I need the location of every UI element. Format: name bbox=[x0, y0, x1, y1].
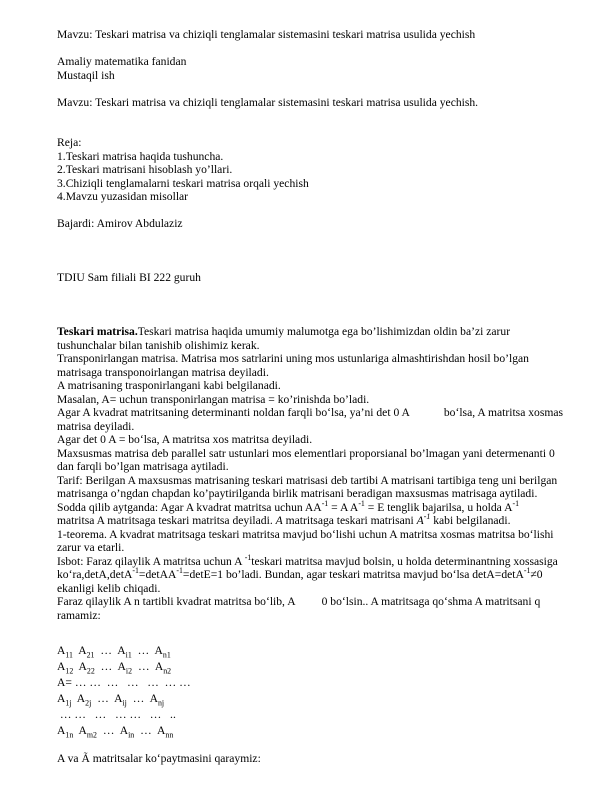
superscript-minus-one: -1 bbox=[358, 498, 365, 508]
spacer bbox=[57, 622, 568, 636]
affiliation-line: TDIU Sam filiali BI 222 guruh bbox=[57, 271, 201, 284]
matrix-cell bbox=[57, 724, 73, 737]
superscript-minus-one: -1 bbox=[512, 498, 520, 508]
matrix-cell-base: A bbox=[57, 723, 66, 737]
spacer bbox=[57, 739, 568, 753]
superscript-minus-one: -1 bbox=[244, 552, 252, 562]
matrix-cell-subscript: m2 bbox=[86, 729, 97, 739]
matrix-row bbox=[57, 675, 568, 691]
matrix-cell bbox=[155, 660, 171, 673]
spacer bbox=[57, 285, 568, 299]
matrix-cell bbox=[57, 660, 73, 673]
matrix-cell-ellipsis bbox=[103, 724, 115, 737]
body-p5a-after: bo‘lsa, A matritsa xosmas bbox=[443, 406, 564, 419]
matrix-cell bbox=[77, 692, 92, 705]
matrix-cell-ellipsis bbox=[97, 692, 109, 705]
matrix-cell-base: A bbox=[76, 691, 86, 705]
section-paragraph-1 bbox=[57, 325, 568, 339]
matrix-row bbox=[57, 723, 568, 739]
matrix-row bbox=[57, 659, 568, 675]
italic-matrix-A: A bbox=[275, 514, 283, 527]
matrix-cell-ellipsis bbox=[138, 660, 150, 673]
matrix-cell-ellipsis bbox=[133, 692, 145, 705]
matrix-cell-base: A bbox=[117, 643, 126, 657]
body-p5b: matrisa deyiladi. bbox=[57, 419, 135, 433]
matrix-cell-subscript: n1 bbox=[162, 649, 171, 659]
spacer bbox=[57, 123, 568, 137]
matrix-cell-subscript: 1j bbox=[65, 697, 72, 707]
body-p5a bbox=[57, 406, 568, 420]
body-p13 bbox=[57, 595, 568, 609]
plan-item-4: 4.Mavzu yuzasidan misollar bbox=[57, 190, 189, 203]
body-p5a-before: Agar A kvadrat matritsaning determinanti noldan farqli bo‘lsa, ya’ni det 0 A bbox=[57, 406, 410, 419]
matrix-cell-base: … bbox=[102, 723, 115, 737]
matrix-cell-subscript: ij bbox=[122, 697, 127, 707]
matrix-cell bbox=[57, 644, 73, 657]
matrix-row-prefix: A= bbox=[57, 675, 72, 689]
body-p12b-4: ≠0 bbox=[530, 568, 543, 581]
body-p10a: matritsa A matritsaga teskari matritsa deyiladi. bbox=[57, 514, 276, 527]
matrix-cell-base: A bbox=[154, 643, 163, 657]
matrix-cell-base: … bbox=[140, 723, 152, 737]
matrix-cell-subscript: nn bbox=[165, 729, 174, 739]
body-p7b: dan farqli bo’lgan matrisaga aytiladi. bbox=[57, 460, 229, 473]
matrix-cell-base: A bbox=[117, 659, 126, 673]
italic-matrix-A-inverse: A bbox=[416, 514, 424, 527]
body-p12b-2: =detAA bbox=[138, 568, 177, 581]
matrix-cell-base: … bbox=[137, 643, 150, 657]
matrix-cell bbox=[118, 660, 133, 673]
plan-item-1: 1.Teskari matrisa haqida tushuncha. bbox=[57, 149, 224, 163]
body-p12a-2: teskari matritsa mavjud bolsin, u holda determinantning xossasiga bbox=[251, 554, 558, 568]
body-p8b: matrisanga o’ngdan chapdan ko’paytirilganda birlik matrisani beradigan maxsusmas matrisaga aytiladi. bbox=[57, 487, 538, 500]
spacer bbox=[57, 312, 568, 326]
matrix-cell-base: A bbox=[114, 691, 123, 705]
matrix-cell bbox=[155, 644, 171, 657]
matrix-row bbox=[57, 691, 568, 707]
plan-item-3: 3.Chiziqli tenglamalarni teskari matrisa orqali yechish bbox=[57, 176, 309, 190]
spacer bbox=[57, 244, 568, 258]
matrix-row bbox=[57, 707, 568, 723]
matrix-cell bbox=[79, 660, 95, 673]
matrix-cell-base: A bbox=[57, 659, 66, 673]
matrix-cell-subscript: 2j bbox=[85, 697, 92, 707]
body-p11b: zarur va etarli. bbox=[57, 541, 125, 554]
body-p1a: Teskari matrisa haqida umumiy malumotga ega bo’lishimizdan oldin ba’zi zarur bbox=[137, 325, 511, 338]
matrix-cell bbox=[120, 724, 135, 737]
body-p2a: Transponirlangan matrisa. Matrisa mos satrlarini uning mos ustunlariga almashtirishdan hosil bo’lgan bbox=[57, 352, 529, 365]
body-p9-mid1: = A A bbox=[328, 500, 359, 514]
matrix-cell-ellipsis bbox=[100, 644, 112, 657]
matrix-cell-base: A bbox=[78, 723, 87, 737]
spacer bbox=[57, 231, 568, 245]
spacer bbox=[57, 204, 568, 218]
matrix-cell bbox=[114, 692, 127, 705]
matrix-cell-base: A bbox=[119, 723, 129, 737]
section-heading-bold: Teskari matrisa. bbox=[57, 325, 138, 338]
work-type-line: Mustaqil ish bbox=[57, 68, 115, 82]
matrix-cell-subscript: 21 bbox=[86, 649, 95, 659]
matrix-cell-subscript: i2 bbox=[125, 665, 133, 675]
matrix-cell-base: A bbox=[154, 659, 164, 673]
body-p10b: matritsaga teskari matrisani bbox=[282, 514, 417, 527]
spacer bbox=[57, 42, 568, 56]
body-p4: Masalan, A= uchun transponirlangan matrisa = ko’rinishda bo’ladi. bbox=[57, 392, 370, 406]
matrix-cell-base: A bbox=[149, 691, 158, 705]
matrix-cell bbox=[157, 724, 173, 737]
matrix-cell-ellipsis bbox=[101, 660, 113, 673]
spacer bbox=[57, 636, 568, 643]
body-p13b: ramamiz: bbox=[57, 608, 101, 622]
matrix-cell-base: … bbox=[97, 691, 109, 705]
matrix-cell-base: … bbox=[132, 691, 145, 705]
body-p9 bbox=[57, 498, 568, 515]
body-p6: Agar det 0 A = bo‘lsa, A matritsa xos matritsa deyiladi. bbox=[57, 433, 313, 446]
matrix-ellipsis: … … … … … … .. bbox=[57, 707, 176, 721]
spacer bbox=[57, 82, 568, 96]
superscript-minus-one: -1 bbox=[321, 498, 329, 508]
matrix-cell-base: … bbox=[137, 659, 150, 673]
title-line: Mavzu: Teskari matrisa va chiziqli tenglamalar sistemasini teskari matrisa usulida yechish bbox=[57, 28, 476, 41]
plan-heading: Reja: bbox=[57, 136, 82, 149]
superscript-minus-one: -1 bbox=[423, 512, 431, 522]
matrix-block bbox=[57, 643, 568, 739]
matrix-cell-subscript: n2 bbox=[163, 665, 172, 675]
body-p10 bbox=[57, 514, 568, 528]
topic-line: Mavzu: Teskari matrisa va chiziqli tenglamalar sistemasini teskari matrisa usulida yechish. bbox=[57, 95, 479, 109]
body-p13-before: Faraz qilaylik A n tartibli kvadrat matritsa bo‘lib, A bbox=[57, 595, 296, 608]
matrix-cell-base: … bbox=[100, 659, 113, 673]
body-p13-after: 0 bo‘lsin.. A matritsaga qo‘shma A matritsani q bbox=[321, 595, 541, 608]
matrix-cell-base: A bbox=[57, 691, 66, 705]
plan-item-2: 2.Teskari matrisani hisoblash yo’llari. bbox=[57, 163, 233, 176]
spacer bbox=[57, 298, 568, 312]
body-p12a-1: Isbot: Faraz qilaylik A matritsa uchun A bbox=[57, 554, 245, 568]
matrix-cell bbox=[79, 724, 97, 737]
body-p2b: matrisaga transponoirlangan matrisa deyiladi. bbox=[57, 365, 269, 379]
body-p12b-3: =detE=1 bo’ladi. Bundan, agar teskari matritsa mavjud bo‘lsa detA=detA bbox=[182, 568, 524, 581]
body-p7a: Maxsusmas matrisa deb parallel satr ustunlari mos elementlari proporsianal bo’lmagan yani determenanti 0 bbox=[57, 446, 555, 460]
body-p12c: ekanligi kelib chiqadi. bbox=[57, 581, 161, 595]
superscript-minus-one: -1 bbox=[132, 566, 139, 576]
matrix-cell-base: … bbox=[100, 643, 112, 657]
matrix-cell bbox=[117, 644, 132, 657]
body-p9-before: Sodda qilib aytganda: Agar A kvadrat matritsa uchun AA bbox=[57, 500, 322, 514]
matrix-cell bbox=[57, 692, 72, 705]
body-p10c: kabi belgilanadi. bbox=[430, 514, 511, 527]
matrix-cell bbox=[150, 692, 165, 705]
spacer bbox=[57, 258, 568, 272]
matrix-cell-subscript: 1n bbox=[65, 729, 74, 739]
matrix-cell-base: A bbox=[157, 723, 166, 737]
matrix-cell-subscript: 11 bbox=[65, 649, 73, 659]
superscript-minus-one: -1 bbox=[523, 566, 531, 576]
body-p12b-1: ko‘ra,detA,detA bbox=[57, 568, 133, 581]
matrix-cell-subscript: 12 bbox=[65, 665, 74, 675]
body-p8a: Tarif: Berilgan A maxsusmas matrisaning teskari matrisasi deb tartibi A matrisani tartibiga teng uni berilgan bbox=[57, 473, 558, 487]
matrix-row bbox=[57, 643, 568, 659]
matrix-cell bbox=[78, 644, 94, 657]
matrix-cell-subscript: nj bbox=[157, 697, 165, 707]
subject-line: Amaliy matematika fanidan bbox=[57, 55, 187, 68]
spacer bbox=[57, 109, 568, 123]
body-p11a: 1-teorema. A kvadrat matritsaga teskari matritsa mavjud bo‘lishi uchun A matritsa xosmas matritsa bo‘lishi bbox=[57, 527, 554, 541]
body-p12b bbox=[57, 568, 568, 582]
matrix-cell-subscript: 22 bbox=[86, 665, 95, 675]
superscript-minus-one: -1 bbox=[176, 566, 183, 576]
matrix-ellipsis: … … … … … … … bbox=[71, 675, 191, 689]
author-line: Bajardi: Amirov Abdulaziz bbox=[57, 217, 183, 230]
matrix-cell-ellipsis bbox=[140, 724, 152, 737]
body-p3: A matrisaning trasponirlangani kabi belgilanadi. bbox=[57, 379, 281, 392]
matrix-cell-base: A bbox=[78, 643, 87, 657]
matrix-cell-base: A bbox=[78, 659, 87, 673]
closing-line: A va Ã matritsalar ko‘paytmasini qaraymiz: bbox=[57, 752, 261, 765]
matrix-cell-subscript: i1 bbox=[125, 649, 132, 659]
matrix-cell-subscript: in bbox=[128, 729, 135, 739]
matrix-cell-ellipsis bbox=[138, 644, 150, 657]
body-p1b: tushunchalar bilan tanishib olishimiz kerak. bbox=[57, 338, 260, 352]
body-p9-mid2: = E tenglik bajarilsa, u holda A bbox=[364, 500, 513, 514]
matrix-cell-base: A bbox=[57, 643, 66, 657]
